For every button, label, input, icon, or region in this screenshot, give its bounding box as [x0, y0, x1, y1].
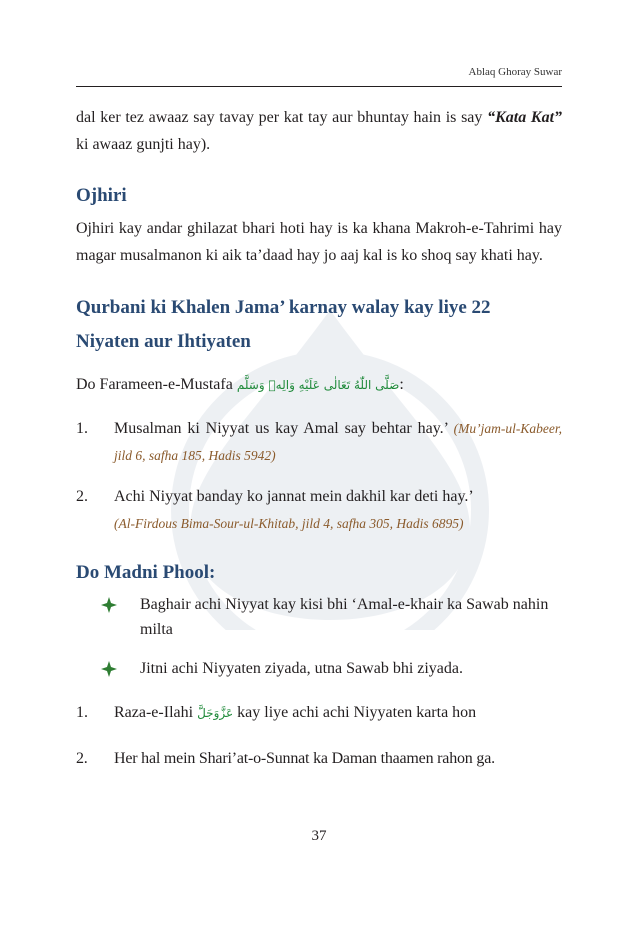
intro-text-2: ki awaaz gunjti hay). — [76, 136, 211, 153]
hadith-item-2 — [76, 483, 562, 537]
bullet-item-1 — [76, 592, 562, 642]
hadith-citation: (Mu’jam-ul-Kabeer, jild 6, safha 185, Hadis 5942) — [114, 421, 562, 463]
intro-paragraph — [76, 104, 562, 158]
hadith-item-text: Achi Niyyat banday ko jannat mein dakhil kar deti hay.’ — [114, 488, 474, 505]
madni-item-number: 2. — [76, 750, 88, 767]
diamond-bullet-icon — [100, 596, 118, 614]
hadith-item-number: 2. — [76, 488, 88, 505]
hadith-item-text: Musalman ki Niyyat us kay Amal say behtar hay.’ — [114, 420, 454, 437]
intro-text-1: dal ker tez awaaz say tavay per kat tay aur bhuntay hain is say — [76, 109, 483, 126]
hadith-item-1 — [76, 415, 562, 469]
madni-item-number: 1. — [76, 704, 88, 721]
madni-item-text-after: kay liye achi achi Niyyaten karta hon — [233, 704, 477, 721]
farameen-colon: : — [399, 376, 404, 393]
intro-emphasis: “Kata Kat” — [487, 109, 563, 126]
madni-item-2 — [76, 745, 562, 772]
page-content — [76, 104, 562, 772]
qurbani-heading-line-1: Qurbani ki Khalen Jama’ karnay walay kay liye 22 — [76, 297, 491, 318]
qurbani-heading — [76, 291, 562, 359]
page-number: 37 — [311, 828, 327, 844]
salutation-arabic: صَلَّى اللّٰهُ تَعَالٰى عَلَيْهِ وَالِهٖ وَسَلَّم — [236, 378, 400, 392]
hadith-item-number: 1. — [76, 420, 88, 437]
farameen-label: Do Farameen-e-Mustafa — [76, 376, 233, 393]
madni-heading: Do Madni Phool: — [76, 562, 216, 583]
madni-item-text-before: Raza-e-Ilahi — [114, 704, 198, 721]
farameen-line — [76, 371, 562, 399]
diamond-bullet-icon — [100, 660, 118, 678]
bullet-text: Baghair achi Niyyat kay kisi bhi ‘Amal-e-khair ka Sawab nahin milta — [140, 596, 549, 638]
qurbani-heading-line-2: Niyaten aur Ihtiyaten — [76, 331, 251, 352]
hadith-citation: (Al-Firdous Bima-Sour-ul-Khitab, jild 4, safha 305, Hadis 6895) — [114, 516, 464, 531]
madni-item-text: Her hal mein Shari’at-o-Sunnat ka Daman thaamen rahon ga. — [114, 750, 495, 767]
header-rule — [76, 86, 562, 87]
bullet-text: Jitni achi Niyyaten ziyada, utna Sawab bhi ziyada. — [140, 660, 464, 677]
ojhiri-heading: Ojhiri — [76, 185, 127, 206]
bullet-item-2 — [76, 656, 562, 681]
madni-item-1 — [76, 699, 562, 727]
azza-wa-jall-arabic: عَزَّوَجَلَّ — [197, 706, 234, 720]
running-header: Ablaq Ghoray Suwar — [468, 66, 562, 78]
ojhiri-paragraph: Ojhiri kay andar ghilazat bhari hoti hay is ka khana Makroh-e-Tahrimi hay magar musalmanon ki aik ta’daad hay jo aaj kal is ko shoq say khati hay. — [76, 220, 562, 264]
